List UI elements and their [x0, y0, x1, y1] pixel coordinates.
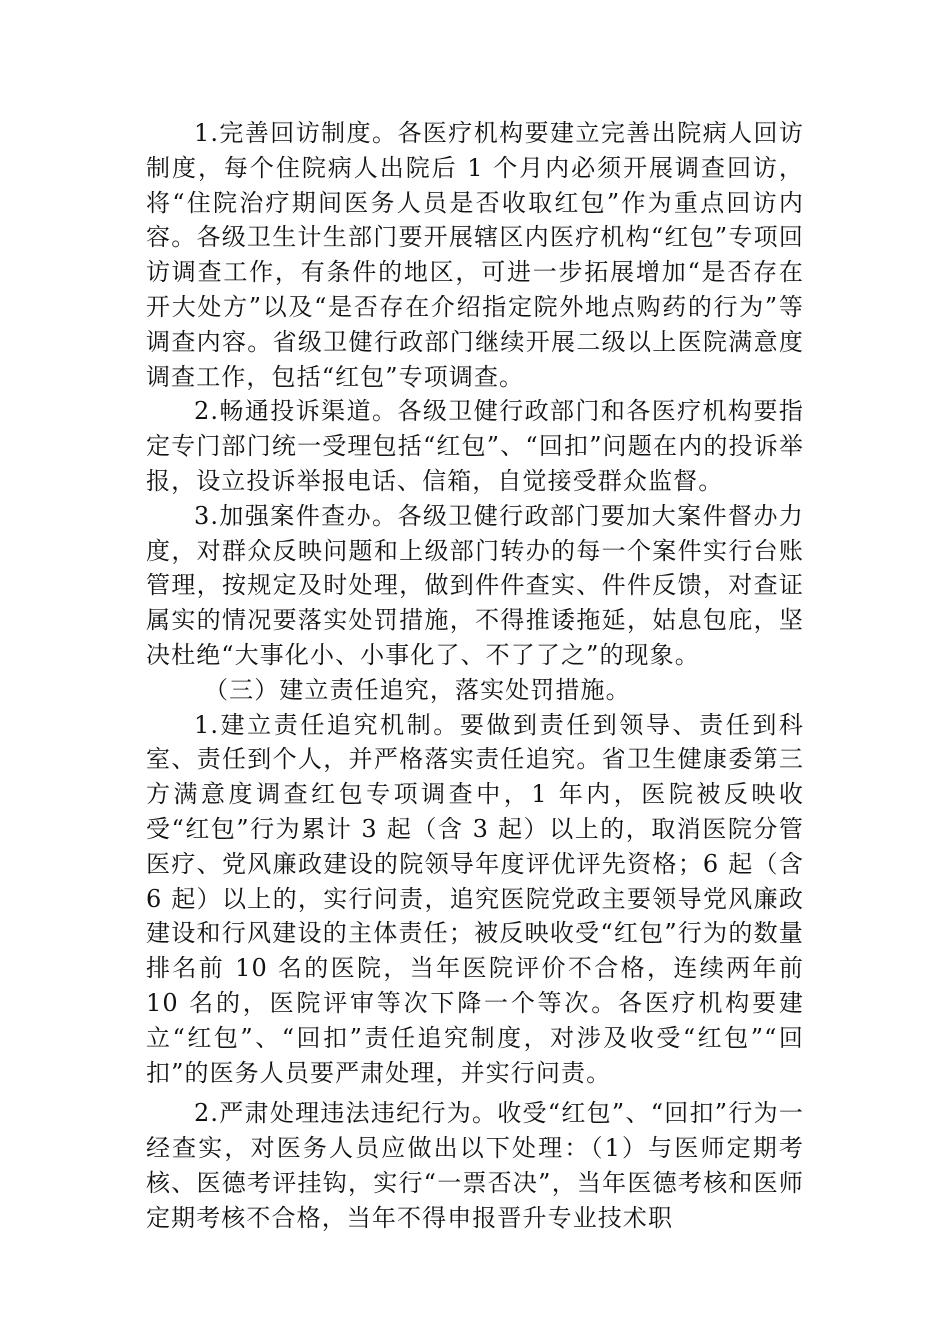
paragraph-case-handling: 3.加强案件查办。各级卫健行政部门要加大案件督办力度，对群众反映问题和上级部门转办的每一个案件实行台账管理，按规定及时处理，做到件件查实、件件反馈，对查证属实的情况要落实处罚措施，不得推诿拖延，姑息包庇，坚决杜绝“大事化小、小事化了、不了了之”的现象。 [146, 501, 804, 669]
document-page [146, 116, 804, 1236]
paragraph-accountability: 1.建立责任追究机制。要做到责任到领导、责任到科室、责任到个人，并严格落实责任追究。省卫生健康委第三方满意度调查红包专项调查中，1 年内，医院被反映收受“红包”行为累计 3 起（含 3 起）以上的，取消医院分管医疗、党风廉政建设的院领导年度评优评先资格；6 起（含 6 起）以上的，实行问责，追究医院党政主要领导党风廉政建设和行风建设的主体责任；被反映收受“红包”行为的数量排名前 10 名的医院，当年医院评价不合格，连续两年前 10 名的，医院评审等次下降一个等次。各医疗机构要建立“红包”、“回扣”责任追究制度，对涉及收受“红包”“回扣”的医务人员要严肃处理，并实行问责。 [146, 710, 804, 1087]
paragraph-revisit-system: 1.完善回访制度。各医疗机构要建立完善出院病人回访制度，每个住院病人出院后 1 个月内必须开展调查回访，将“住院治疗期间医务人员是否收取红包”作为重点回访内容。各级卫生计生部门要开展辖区内医疗机构“红包”专项回访调查工作，有条件的地区，可进一步拓展增加“是否存在开大处方”以及“是否存在介绍指定院外地点购药的行为”等调查内容。省级卫健行政部门继续开展二级以上医院满意度调查工作，包括“红包”专项调查。 [146, 119, 804, 391]
section-heading: （三）建立责任追究，落实处罚措施。 [204, 675, 631, 704]
paragraph-violation-handling: 2.严肃处理违法违纪行为。收受“红包”、“回扣”行为一经查实，对医务人员应做出以下处理：（1）与医师定期考核、医德考评挂钩，实行“一票否决”，当年医德考核和医师定期考核不合格，当年不得申报晋升专业技术职 [146, 1099, 804, 1232]
paragraph-complaint-channel: 2.畅通投诉渠道。各级卫健行政部门和各医疗机构要指定专门部门统一受理包括“红包”、“回扣”问题在内的投诉举报，设立投诉举报电话、信箱，自觉接受群众监督。 [146, 397, 804, 495]
